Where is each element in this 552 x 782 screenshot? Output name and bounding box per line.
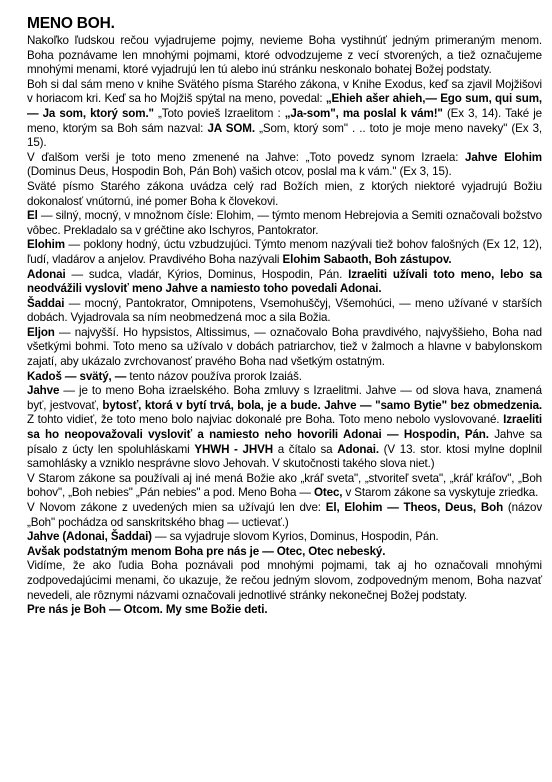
bold-text-run: Pre nás je Boh — Otcom. My sme Božie deti. (27, 603, 268, 617)
text-run: Jahve sa písalo z úcty len spoluhláskami (27, 428, 542, 456)
paragraph (27, 209, 542, 238)
paragraph (27, 370, 542, 385)
paragraph (27, 326, 542, 370)
bold-text-run: „Ehieh ašer ahieh,— Ego sum, qui sum, — Ja som, ktorý som." (27, 92, 542, 120)
text-run: — najvyšší. Ho hypsistos, Altissimus, — označovalo Boha pravdivého, najvyššieho, Boha nad všetkými bohmi. Toto meno sa užívalo v dobách patriarchov, tiež v žalmoch a hlavne v babylonskom zajatí, aby ukázalo zvrchovanosť pravého Boha nad všetkým ostatným. (27, 325, 542, 369)
paragraph (27, 603, 542, 618)
text-run: (názov „Boh" pochádza od sanskritského bhag — uctievať.) (27, 501, 542, 529)
bold-text-run: Avšak podstatným menom Boha pre nás je — Otec, Otec nebeský. (27, 544, 386, 558)
text-run: V Starom zákone sa používali aj iné mená Božie ako „kráľ sveta", „stvoriteľ sveta", „kráľ kráľov", „Boh bohov", „Boh nebies" „Pán nebies" a pod. Meno Boha — (27, 471, 542, 500)
text-run: a čítalo sa (272, 442, 338, 456)
text-run: — silný, mocný, v množnom čísle: Elohim, — týmto menom Hebrejovia a Semiti označovali božstvo vôbec. Prekladalo sa v gréčtine ako Ischyros, Pantokrator. (27, 209, 542, 237)
bold-text-run: YHWH - JHVH (194, 442, 273, 456)
bold-text-run: „Ja-som", ma poslal k vám!" (284, 106, 443, 120)
paragraph (27, 472, 542, 501)
bold-text-run: Adonai (27, 267, 66, 281)
text-run: Boh si dal sám meno v knihe Svätého písma Starého zákona, v Knihe Exodus, keď sa zjavil Mojžišovi v horiacom kri. Keď sa ho Mojžiš spýtal na meno, povedal: (27, 77, 542, 106)
paragraph (27, 34, 542, 78)
bold-text-run: Šaddai (27, 296, 65, 310)
bold-text-run: JA SOM. (207, 121, 255, 135)
text-run: — poklony hodný, úctu vzbudzujúci. Týmto menom nazývali tiež bohov falošných (Ex 12, 12), ľudí, vladárov a anjelov. Pravdivého Boha nazývali (27, 238, 542, 266)
text-run: tento názov používa prorok Izaiáš. (126, 369, 302, 383)
paragraph (27, 501, 542, 530)
bold-text-run: Kadoš — svätý, — (27, 369, 127, 383)
paragraph (27, 238, 542, 267)
paragraph (27, 78, 542, 151)
paragraph (27, 559, 542, 603)
text-run: Sväté písmo Starého zákona uvádza celý rad Božích mien, z ktorých niektoré vyjadrujú Božiu dokonalosť vnútornú, iné pomer Boha k človekovi. (27, 179, 542, 208)
bold-text-run: Elohim Sabaoth, Boh zástupov. (282, 252, 452, 266)
text-run: Vidíme, že ako ľudia Boha poznávali pod mnohými pojmami, tak aj ho označovali mnohými zodpovedajúcimi menami, čo ukazuje, že rečou jedným slovom, zodpovedným menom, Boha nazvať nevedeli, ale rôznymi názvami označovali jednotlivé stránky nekonečnej Božej podstaty. (27, 559, 542, 602)
document-body (27, 34, 542, 618)
paragraph (27, 530, 542, 545)
paragraph (27, 384, 542, 472)
text-run: „Toto povieš Izraelitom : (153, 106, 285, 120)
bold-text-run: Izraeliti užívali toto meno, lebo sa neodvážili vysloviť meno Jahve a namiesto toho povedali Adonai. (27, 267, 543, 296)
bold-text-run: bytosť, ktorá v bytí trvá, bola, je a bude. Jahve — "samo Bytie" bez obmedzenia. (102, 398, 542, 412)
text-run: — je to meno Boha izraelského. Boha zmluvy s Izraelitmi. Jahve — od slova hava, znamená byť, jestvovať, (27, 384, 542, 412)
bold-text-run: Izraeliti sa ho neopovažovali vysloviť a namiesto neho hovorili Adonai — Hospodin, Pán. (27, 413, 542, 442)
text-run: — mocný, Pantokrator, Omnipotens, Vsemohuščyj, Všemohúci, — meno užívané v starších dobách. Vyjadrovala sa ním neobmedzená moc a sila Božia. (27, 296, 542, 325)
bold-text-run: Elohim (27, 238, 65, 252)
bold-text-run: El, Elohim — Theos, Deus, Boh (325, 501, 504, 514)
bold-text-run: Jahve Elohim (465, 150, 542, 164)
text-run: (Ex 3, 14). Také je meno, ktorým sa Boh sám nazval: (27, 106, 542, 135)
bold-text-run: Jahve (Adonai, Šaddai) (27, 530, 152, 544)
text-run: Z tohto vidieť, že toto meno bolo najviac dokonalé pre Boha. Toto meno nebolo vyslovované. (27, 413, 504, 427)
bold-text-run: Adonai. (337, 442, 379, 456)
paragraph (27, 297, 542, 326)
paragraph (27, 180, 542, 209)
text-run: — sudca, vladár, Kýrios, Dominus, Hospodin, Pán. (65, 267, 349, 281)
bold-text-run: Otec, (314, 486, 343, 500)
paragraph (27, 545, 542, 560)
bold-text-run: Jahve (27, 384, 60, 398)
text-run: V ďalšom verši je toto meno zmenené na Jahve: „Toto povedz synom Izraela: (27, 150, 466, 164)
text-run: (V 13. stor. ktosi mylne doplnil samohlásky a vzniklo nesprávne slovo Jehovah. V skutočnosti takého slova niet.) (27, 442, 542, 471)
text-run: Nakoľko ľudskou rečou vyjadrujeme pojmy, nevieme Boha vystihnúť jedným primeraným menom. Boha poznávame len mnohými pojmami, ktoré odvodzujeme z vecí stvorených, a tiež označujeme mnohými menami, ktoré vyjadrujú len tú alebo inú stránku neskonalo bohatej Božej podstaty. (27, 34, 542, 77)
bold-text-run: El (27, 209, 38, 223)
text-run: — sa vyjadruje slovom Kyrios, Dominus, Hospodin, Pán. (151, 530, 439, 544)
bold-text-run: Eljon (27, 325, 55, 339)
text-run: v Starom zákone sa vyskytuje zriedka. (342, 486, 539, 500)
text-run: „Som, ktorý som" . .. toto je moje meno naveky" (Ex 3, 15). (27, 121, 542, 150)
paragraph (27, 268, 542, 297)
page-title: MENO BOH. (27, 15, 115, 32)
text-run: (Dominus Deus, Hospodin Boh, Pán Boh) vašich otcov, poslal ma k vám." (Ex 3, 15). (27, 165, 452, 179)
paragraph (27, 151, 542, 180)
text-run: V Novom zákone z uvedených mien sa užívajú len dve: (27, 501, 326, 514)
